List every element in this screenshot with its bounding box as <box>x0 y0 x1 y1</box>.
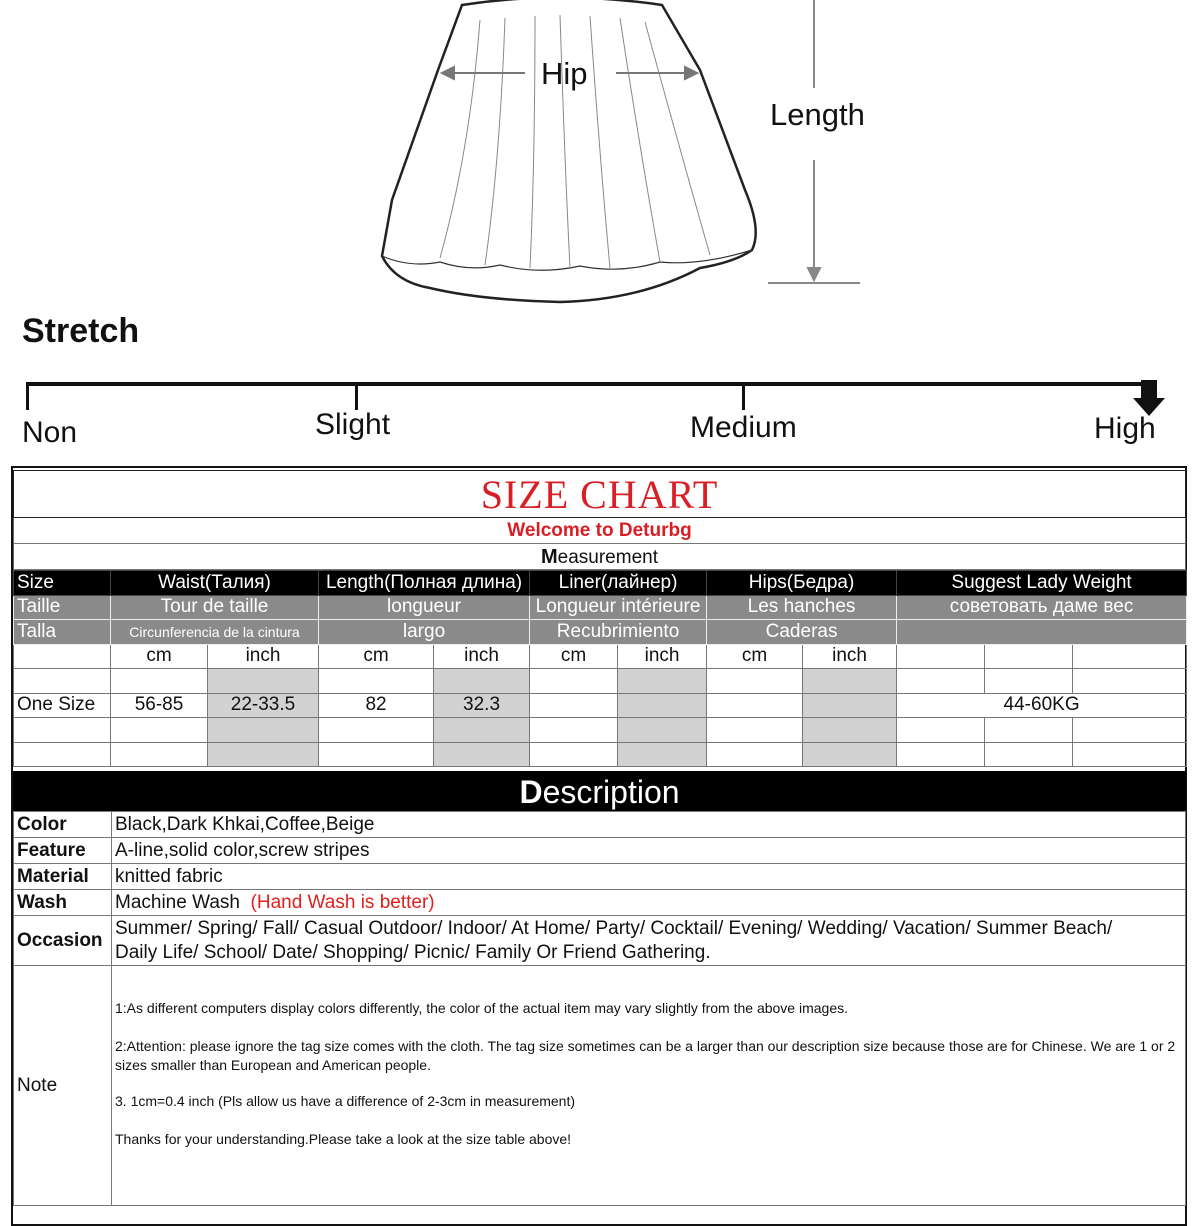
stretch-level-non: Non <box>22 416 78 449</box>
welcome-banner: Welcome to Deturbg <box>13 518 1186 544</box>
header-weight: Suggest Lady Weight <box>897 571 1187 596</box>
material-label: Material <box>14 864 112 890</box>
length-arrow <box>768 0 860 283</box>
waist-cm-cell: 56-85 <box>111 693 208 718</box>
unit-cell: inch <box>208 644 319 669</box>
measurement-heading <box>13 544 1186 570</box>
description-initial: D <box>519 774 543 810</box>
header-liner: Liner(лайнер) <box>530 571 707 596</box>
occasion-line-1: Summer/ Spring/ Fall/ Casual Outdoor/ Indoor/ At Home/ Party/ Cocktail/ Evening/ Wedding/ Vacation/ Summer Beach/ <box>115 917 1113 939</box>
description-heading <box>13 771 1186 811</box>
length-cm-cell: 82 <box>319 693 434 718</box>
table-row <box>14 669 1187 694</box>
unit-cell: inch <box>618 644 707 669</box>
note-1: 1:As different computers display colors differently, the color of the actual item may vary slightly from the above images. <box>115 1000 849 1016</box>
feature-value: A-line,solid color,screw stripes <box>112 838 1186 864</box>
note-label: Note <box>14 966 112 1206</box>
feature-label: Feature <box>14 838 112 864</box>
header-waist: Waist(Талия) <box>111 571 319 596</box>
wash-value: Machine Wash <box>115 891 240 913</box>
note-2: 2:Attention: please ignore the tag size comes with the cloth. The tag size sometimes can be a larger than our description size because those are for Chinese. We are 1 or 2 sizes smaller than European and American people. <box>115 1038 1176 1073</box>
skirt-illustration <box>0 0 1200 310</box>
color-value: Black,Dark Khkai,Coffee,Beige <box>112 812 1186 838</box>
unit-cell: cm <box>530 644 618 669</box>
header-ves: советовать даме вес <box>897 595 1187 620</box>
skirt-diagram <box>0 0 1200 310</box>
header-longueur-interieure: Longueur intérieure <box>530 595 707 620</box>
header-caderas: Caderas <box>707 620 897 645</box>
length-label: Length <box>770 97 865 132</box>
header-size: Size <box>14 571 111 596</box>
stretch-title: Stretch <box>22 312 140 350</box>
table-row-one-size <box>14 693 1187 718</box>
stretch-tick-medium <box>742 384 745 410</box>
unit-cell: cm <box>707 644 803 669</box>
size-chart-title: SIZE CHART <box>13 470 1186 518</box>
header-talla: Talla <box>14 620 111 645</box>
desc-row-color <box>14 812 1186 838</box>
header-row-es <box>14 620 1187 645</box>
header-taille: Taille <box>14 595 111 620</box>
header-recubrimiento: Recubrimiento <box>530 620 707 645</box>
header-row-en <box>14 571 1187 596</box>
header-les-hanches: Les hanches <box>707 595 897 620</box>
measurement-initial: M <box>540 546 558 568</box>
units-row <box>14 644 1187 669</box>
wash-note: (Hand Wash is better) <box>250 891 435 913</box>
unit-cell: cm <box>319 644 434 669</box>
note-4: Thanks for your understanding.Please take a look at the size table above! <box>115 1131 572 1147</box>
desc-row-note <box>14 966 1186 1206</box>
table-row <box>14 742 1187 767</box>
table-row <box>14 718 1187 743</box>
unit-cell: cm <box>111 644 208 669</box>
hip-label: Hip <box>541 56 588 91</box>
note-3: 3. 1cm=0.4 inch (Pls allow us have a difference of 2-3cm in measurement) <box>115 1093 576 1109</box>
measurement-rest: easurement <box>557 547 658 568</box>
occasion-line-2: Daily Life/ School/ Date/ Shopping/ Picnic/ Family Or Friend Gathering. <box>115 941 711 963</box>
header-tour-de-taille: Tour de taille <box>111 595 319 620</box>
desc-row-feature <box>14 838 1186 864</box>
header-hips: Hips(Бедра) <box>707 571 897 596</box>
header-length: Length(Полная длина) <box>319 571 530 596</box>
occasion-label: Occasion <box>14 916 112 966</box>
stretch-level-slight: Slight <box>315 408 391 441</box>
stretch-scale-bar <box>26 382 1156 386</box>
waist-inch-cell: 22-33.5 <box>208 693 319 718</box>
material-value: knitted fabric <box>112 864 1186 890</box>
desc-row-wash <box>14 890 1186 916</box>
skirt-outline <box>382 0 756 302</box>
description-table <box>13 811 1186 1206</box>
unit-cell: inch <box>434 644 530 669</box>
size-cell: One Size <box>14 693 111 718</box>
header-largo: largo <box>319 620 530 645</box>
stretch-tick-non <box>26 384 29 410</box>
stretch-level-high: High <box>1094 412 1156 445</box>
desc-row-occasion <box>14 916 1186 966</box>
wash-label: Wash <box>14 890 112 916</box>
length-inch-cell: 32.3 <box>434 693 530 718</box>
weight-cell: 44-60KG <box>897 693 1187 718</box>
description-rest: escription <box>542 774 680 810</box>
header-circunferencia: Circunferencia de la cintura <box>111 620 319 645</box>
size-table <box>13 570 1187 767</box>
desc-row-material <box>14 864 1186 890</box>
header-row-fr <box>14 595 1187 620</box>
color-label: Color <box>14 812 112 838</box>
unit-cell: inch <box>803 644 897 669</box>
stretch-level-medium: Medium <box>690 411 797 444</box>
header-weight-es <box>897 620 1187 645</box>
stretch-tick-slight <box>355 384 358 410</box>
header-longueur: longueur <box>319 595 530 620</box>
